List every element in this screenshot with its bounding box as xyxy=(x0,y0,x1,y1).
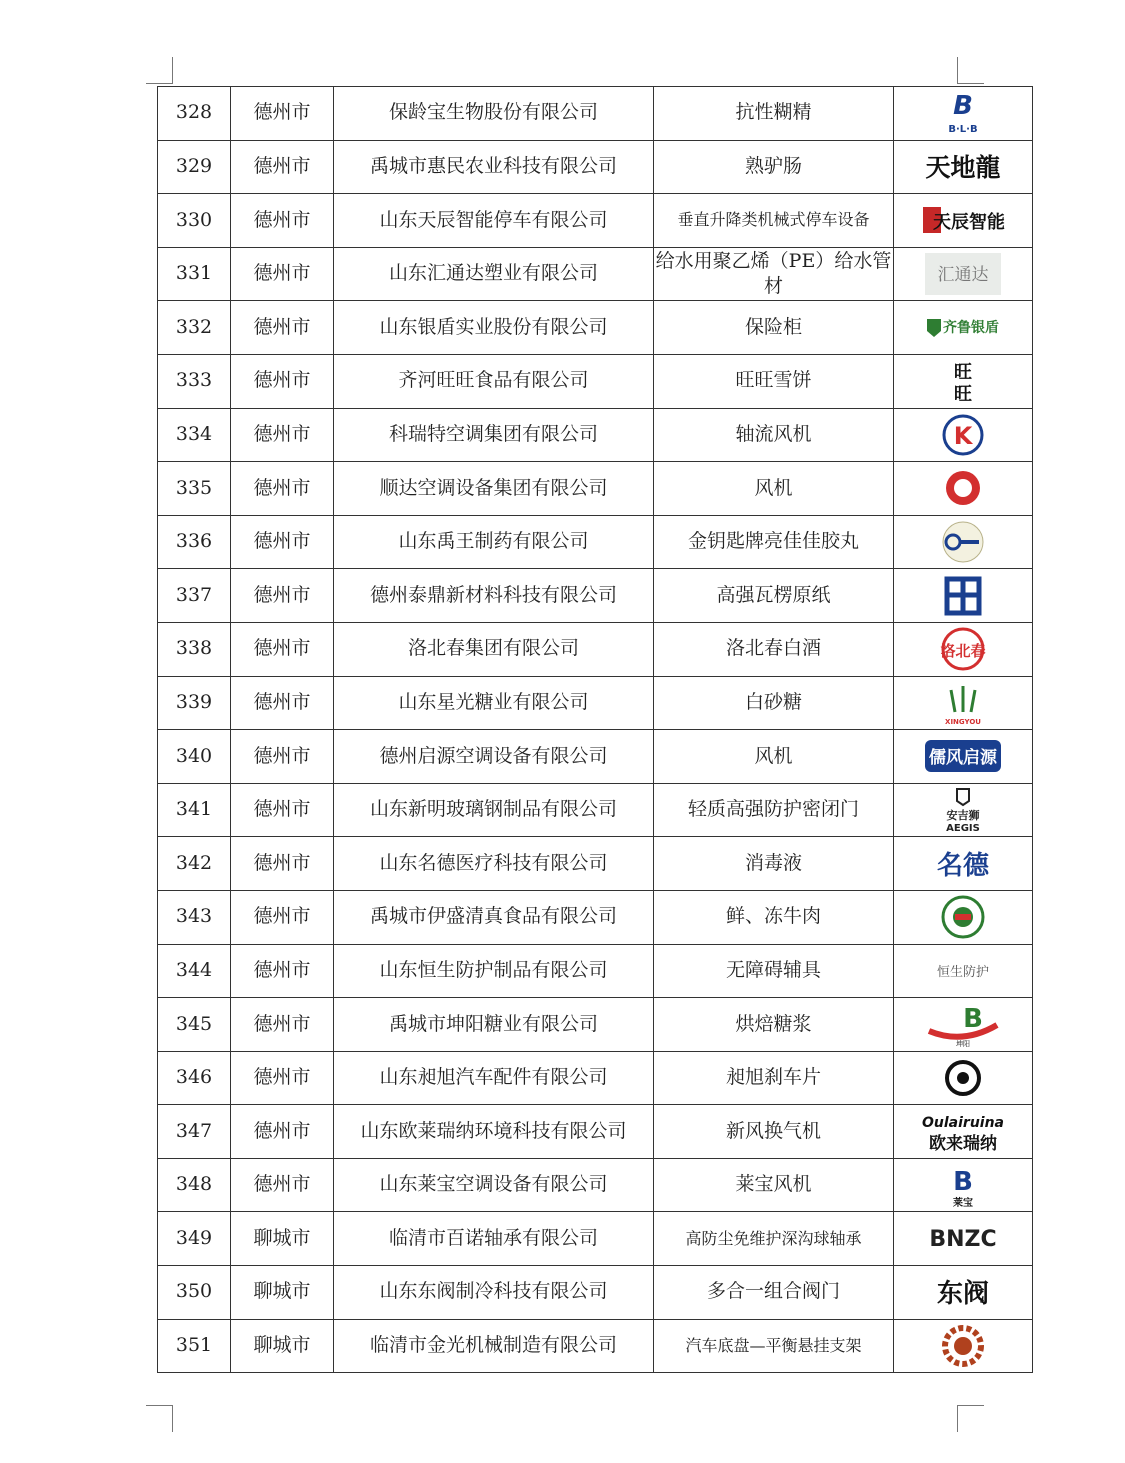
company-name: 科瑞特空调集团有限公司 xyxy=(334,408,654,462)
company-name: 齐河旺旺食品有限公司 xyxy=(334,354,654,408)
jinguang-logo xyxy=(921,1323,1005,1369)
table-row xyxy=(158,676,1033,730)
company-name: 山东欧莱瑞纳环境科技有限公司 xyxy=(334,1105,654,1159)
row-number: 351 xyxy=(158,1319,231,1373)
row-number: 341 xyxy=(158,783,231,837)
brand-logo-cell xyxy=(894,354,1033,408)
mingde-logo xyxy=(921,841,1005,887)
bnzc-logo xyxy=(921,1216,1005,1262)
oulairuina-logo xyxy=(921,1109,1005,1155)
brand-logo-cell xyxy=(894,1266,1033,1320)
table-row xyxy=(158,194,1033,248)
row-number: 346 xyxy=(158,1051,231,1105)
yindun-logo xyxy=(921,305,1005,351)
table-row xyxy=(158,837,1033,891)
brand-logo-cell xyxy=(894,247,1033,301)
city-name: 德州市 xyxy=(231,569,334,623)
product-name: 风机 xyxy=(654,730,894,784)
row-number: 348 xyxy=(158,1158,231,1212)
svg-text:Oulairuina: Oulairuina xyxy=(922,1114,1004,1131)
row-number: 334 xyxy=(158,408,231,462)
brand-logo-cell xyxy=(894,301,1033,355)
svg-text:汇通达: 汇通达 xyxy=(937,265,989,286)
brand-logo-cell xyxy=(894,837,1033,891)
table-row xyxy=(158,1051,1033,1105)
city-name: 德州市 xyxy=(231,462,334,516)
svg-text:东阀: 东阀 xyxy=(936,1279,990,1310)
city-name: 德州市 xyxy=(231,140,334,194)
svg-text:坤阳: 坤阳 xyxy=(956,1040,970,1048)
row-number: 350 xyxy=(158,1266,231,1320)
city-name: 德州市 xyxy=(231,837,334,891)
company-name: 临清市金光机械制造有限公司 xyxy=(334,1319,654,1373)
city-name: 聊城市 xyxy=(231,1266,334,1320)
product-name: 高强瓦楞原纸 xyxy=(654,569,894,623)
svg-text:旺: 旺 xyxy=(954,362,972,384)
dongfa-logo xyxy=(921,1269,1005,1315)
brand-logo-cell xyxy=(894,622,1033,676)
company-name: 山东天辰智能停车有限公司 xyxy=(334,194,654,248)
row-number: 330 xyxy=(158,194,231,248)
kunyang-logo xyxy=(921,1001,1005,1047)
row-number: 349 xyxy=(158,1212,231,1266)
row-number: 339 xyxy=(158,676,231,730)
svg-text:XINGYOU: XINGYOU xyxy=(945,717,981,726)
row-number: 331 xyxy=(158,247,231,301)
crop-mark-bottom-right xyxy=(957,1405,984,1432)
brand-logo-cell xyxy=(894,569,1033,623)
crop-mark-bottom-left xyxy=(146,1405,173,1432)
city-name: 德州市 xyxy=(231,676,334,730)
table-row xyxy=(158,1158,1033,1212)
product-name: 抗性糊精 xyxy=(654,87,894,141)
table-row xyxy=(158,1105,1033,1159)
key-logo xyxy=(921,519,1005,565)
company-name: 洛北春集团有限公司 xyxy=(334,622,654,676)
company-name: 顺达空调设备集团有限公司 xyxy=(334,462,654,516)
row-number: 332 xyxy=(158,301,231,355)
product-name: 洛北春白酒 xyxy=(654,622,894,676)
company-name: 山东禹王制药有限公司 xyxy=(334,515,654,569)
row-number: 342 xyxy=(158,837,231,891)
city-name: 德州市 xyxy=(231,194,334,248)
product-name: 给水用聚乙烯（PE）给水管材 xyxy=(654,247,894,301)
brand-logo-cell xyxy=(894,1212,1033,1266)
company-name: 山东名德医疗科技有限公司 xyxy=(334,837,654,891)
product-name: 鲜、冻牛肉 xyxy=(654,890,894,944)
brand-logo-cell xyxy=(894,1319,1033,1373)
brand-logo-cell xyxy=(894,676,1033,730)
changxu-logo xyxy=(921,1055,1005,1101)
table-row xyxy=(158,998,1033,1052)
row-number: 335 xyxy=(158,462,231,516)
city-name: 德州市 xyxy=(231,783,334,837)
luobeichun-logo xyxy=(921,626,1005,672)
city-name: 德州市 xyxy=(231,730,334,784)
row-number: 328 xyxy=(158,87,231,141)
city-name: 德州市 xyxy=(231,1051,334,1105)
svg-text:AEGIS: AEGIS xyxy=(946,823,980,834)
svg-text:名德: 名德 xyxy=(936,850,990,881)
table-row xyxy=(158,354,1033,408)
city-name: 德州市 xyxy=(231,408,334,462)
blb-logo xyxy=(921,90,1005,136)
row-number: 336 xyxy=(158,515,231,569)
enterprise-product-table xyxy=(157,86,1033,1373)
svg-text:欧来瑞纳: 欧来瑞纳 xyxy=(929,1133,997,1154)
table-row xyxy=(158,462,1033,516)
table-row xyxy=(158,1266,1033,1320)
tianchen-logo xyxy=(921,197,1005,243)
row-number: 329 xyxy=(158,140,231,194)
product-name: 垂直升降类机械式停车设备 xyxy=(654,194,894,248)
svg-text:儒风启源: 儒风启源 xyxy=(929,748,997,769)
table-row xyxy=(158,890,1033,944)
svg-text:洛北春: 洛北春 xyxy=(940,642,986,661)
company-name: 禹城市伊盛清真食品有限公司 xyxy=(334,890,654,944)
product-name: 风机 xyxy=(654,462,894,516)
product-name: 保险柜 xyxy=(654,301,894,355)
company-name: 山东昶旭汽车配件有限公司 xyxy=(334,1051,654,1105)
company-name: 临清市百诺轴承有限公司 xyxy=(334,1212,654,1266)
brand-logo-cell xyxy=(894,515,1033,569)
row-number: 338 xyxy=(158,622,231,676)
brand-logo-cell xyxy=(894,194,1033,248)
product-name: 轻质高强防护密闭门 xyxy=(654,783,894,837)
row-number: 345 xyxy=(158,998,231,1052)
crop-mark-top-right xyxy=(957,57,984,84)
wangwang-logo xyxy=(921,358,1005,404)
city-name: 德州市 xyxy=(231,622,334,676)
city-name: 德州市 xyxy=(231,247,334,301)
xingguang-logo xyxy=(921,680,1005,726)
product-name: 白砂糖 xyxy=(654,676,894,730)
row-number: 337 xyxy=(158,569,231,623)
svg-text:BNZC: BNZC xyxy=(929,1226,997,1252)
product-name: 昶旭刹车片 xyxy=(654,1051,894,1105)
table-row xyxy=(158,408,1033,462)
product-name: 金钥匙牌亮佳佳胶丸 xyxy=(654,515,894,569)
company-name: 山东星光糖业有限公司 xyxy=(334,676,654,730)
product-name: 轴流风机 xyxy=(654,408,894,462)
product-name: 汽车底盘—平衡悬挂支架 xyxy=(654,1319,894,1373)
table-row xyxy=(158,515,1033,569)
table-row xyxy=(158,140,1033,194)
table-row xyxy=(158,730,1033,784)
company-name: 禹城市惠民农业科技有限公司 xyxy=(334,140,654,194)
brand-logo-cell xyxy=(894,87,1033,141)
company-name: 山东恒生防护制品有限公司 xyxy=(334,944,654,998)
tiandilong-logo xyxy=(921,144,1005,190)
svg-text:安吉狮: 安吉狮 xyxy=(946,809,980,823)
company-name: 山东东阀制冷科技有限公司 xyxy=(334,1266,654,1320)
row-number: 347 xyxy=(158,1105,231,1159)
table-row xyxy=(158,569,1033,623)
svg-text:K: K xyxy=(953,421,973,450)
product-name: 新风换气机 xyxy=(654,1105,894,1159)
brand-logo-cell xyxy=(894,462,1033,516)
product-name: 熟驴肠 xyxy=(654,140,894,194)
svg-text:天地龍: 天地龍 xyxy=(925,152,1001,182)
product-name: 无障碍辅具 xyxy=(654,944,894,998)
row-number: 333 xyxy=(158,354,231,408)
table-row xyxy=(158,622,1033,676)
product-name: 高防尘免维护深沟球轴承 xyxy=(654,1212,894,1266)
yisheng-logo xyxy=(921,894,1005,940)
city-name: 德州市 xyxy=(231,998,334,1052)
svg-text:天辰智能: 天辰智能 xyxy=(933,212,1005,234)
brand-logo-cell xyxy=(894,140,1033,194)
crop-mark-top-left xyxy=(146,57,173,84)
svg-text:B·L·B: B·L·B xyxy=(948,124,978,136)
svg-text:B: B xyxy=(953,91,973,122)
brand-logo-cell xyxy=(894,1105,1033,1159)
brand-logo-cell xyxy=(894,998,1033,1052)
huitongda-logo xyxy=(921,251,1005,297)
table-body xyxy=(158,87,1033,1373)
row-number: 343 xyxy=(158,890,231,944)
brand-logo-cell xyxy=(894,1051,1033,1105)
product-name: 烘焙糖浆 xyxy=(654,998,894,1052)
brand-logo-cell xyxy=(894,944,1033,998)
city-name: 德州市 xyxy=(231,944,334,998)
brand-logo-cell xyxy=(894,408,1033,462)
city-name: 德州市 xyxy=(231,1105,334,1159)
company-name: 山东新明玻璃钢制品有限公司 xyxy=(334,783,654,837)
taiding-logo xyxy=(921,573,1005,619)
city-name: 德州市 xyxy=(231,515,334,569)
city-name: 德州市 xyxy=(231,301,334,355)
company-name: 德州泰鼎新材料科技有限公司 xyxy=(334,569,654,623)
svg-text:旺: 旺 xyxy=(954,384,972,405)
table-row xyxy=(158,783,1033,837)
city-name: 德州市 xyxy=(231,1158,334,1212)
row-number: 344 xyxy=(158,944,231,998)
table-row xyxy=(158,247,1033,301)
city-name: 聊城市 xyxy=(231,1212,334,1266)
company-name: 山东莱宝空调设备有限公司 xyxy=(334,1158,654,1212)
company-name: 山东银盾实业股份有限公司 xyxy=(334,301,654,355)
svg-text:齐鲁银盾: 齐鲁银盾 xyxy=(943,319,999,336)
table-row xyxy=(158,87,1033,141)
brand-logo-cell xyxy=(894,1158,1033,1212)
row-number: 340 xyxy=(158,730,231,784)
city-name: 德州市 xyxy=(231,87,334,141)
brand-logo-cell xyxy=(894,783,1033,837)
company-name: 保龄宝生物股份有限公司 xyxy=(334,87,654,141)
company-name: 禹城市坤阳糖业有限公司 xyxy=(334,998,654,1052)
city-name: 德州市 xyxy=(231,354,334,408)
product-name: 消毒液 xyxy=(654,837,894,891)
product-name: 旺旺雪饼 xyxy=(654,354,894,408)
table-row xyxy=(158,301,1033,355)
svg-text:恒生防护: 恒生防护 xyxy=(936,964,990,980)
table-row xyxy=(158,944,1033,998)
company-name: 德州启源空调设备有限公司 xyxy=(334,730,654,784)
svg-text:B: B xyxy=(953,1167,973,1198)
svg-text:B: B xyxy=(963,1004,983,1035)
city-name: 聊城市 xyxy=(231,1319,334,1373)
table-row xyxy=(158,1319,1033,1373)
table-row xyxy=(158,1212,1033,1266)
shunda-logo xyxy=(921,465,1005,511)
qiyuan-logo xyxy=(921,733,1005,779)
kruite-logo xyxy=(921,412,1005,458)
svg-text:莱宝: 莱宝 xyxy=(953,1198,973,1209)
company-name: 山东汇通达塑业有限公司 xyxy=(334,247,654,301)
laibao-logo xyxy=(921,1162,1005,1208)
brand-logo-cell xyxy=(894,730,1033,784)
product-name: 莱宝风机 xyxy=(654,1158,894,1212)
aegis-logo xyxy=(921,787,1005,833)
hengsheng-logo xyxy=(921,948,1005,994)
product-name: 多合一组合阀门 xyxy=(654,1266,894,1320)
brand-logo-cell xyxy=(894,890,1033,944)
city-name: 德州市 xyxy=(231,890,334,944)
